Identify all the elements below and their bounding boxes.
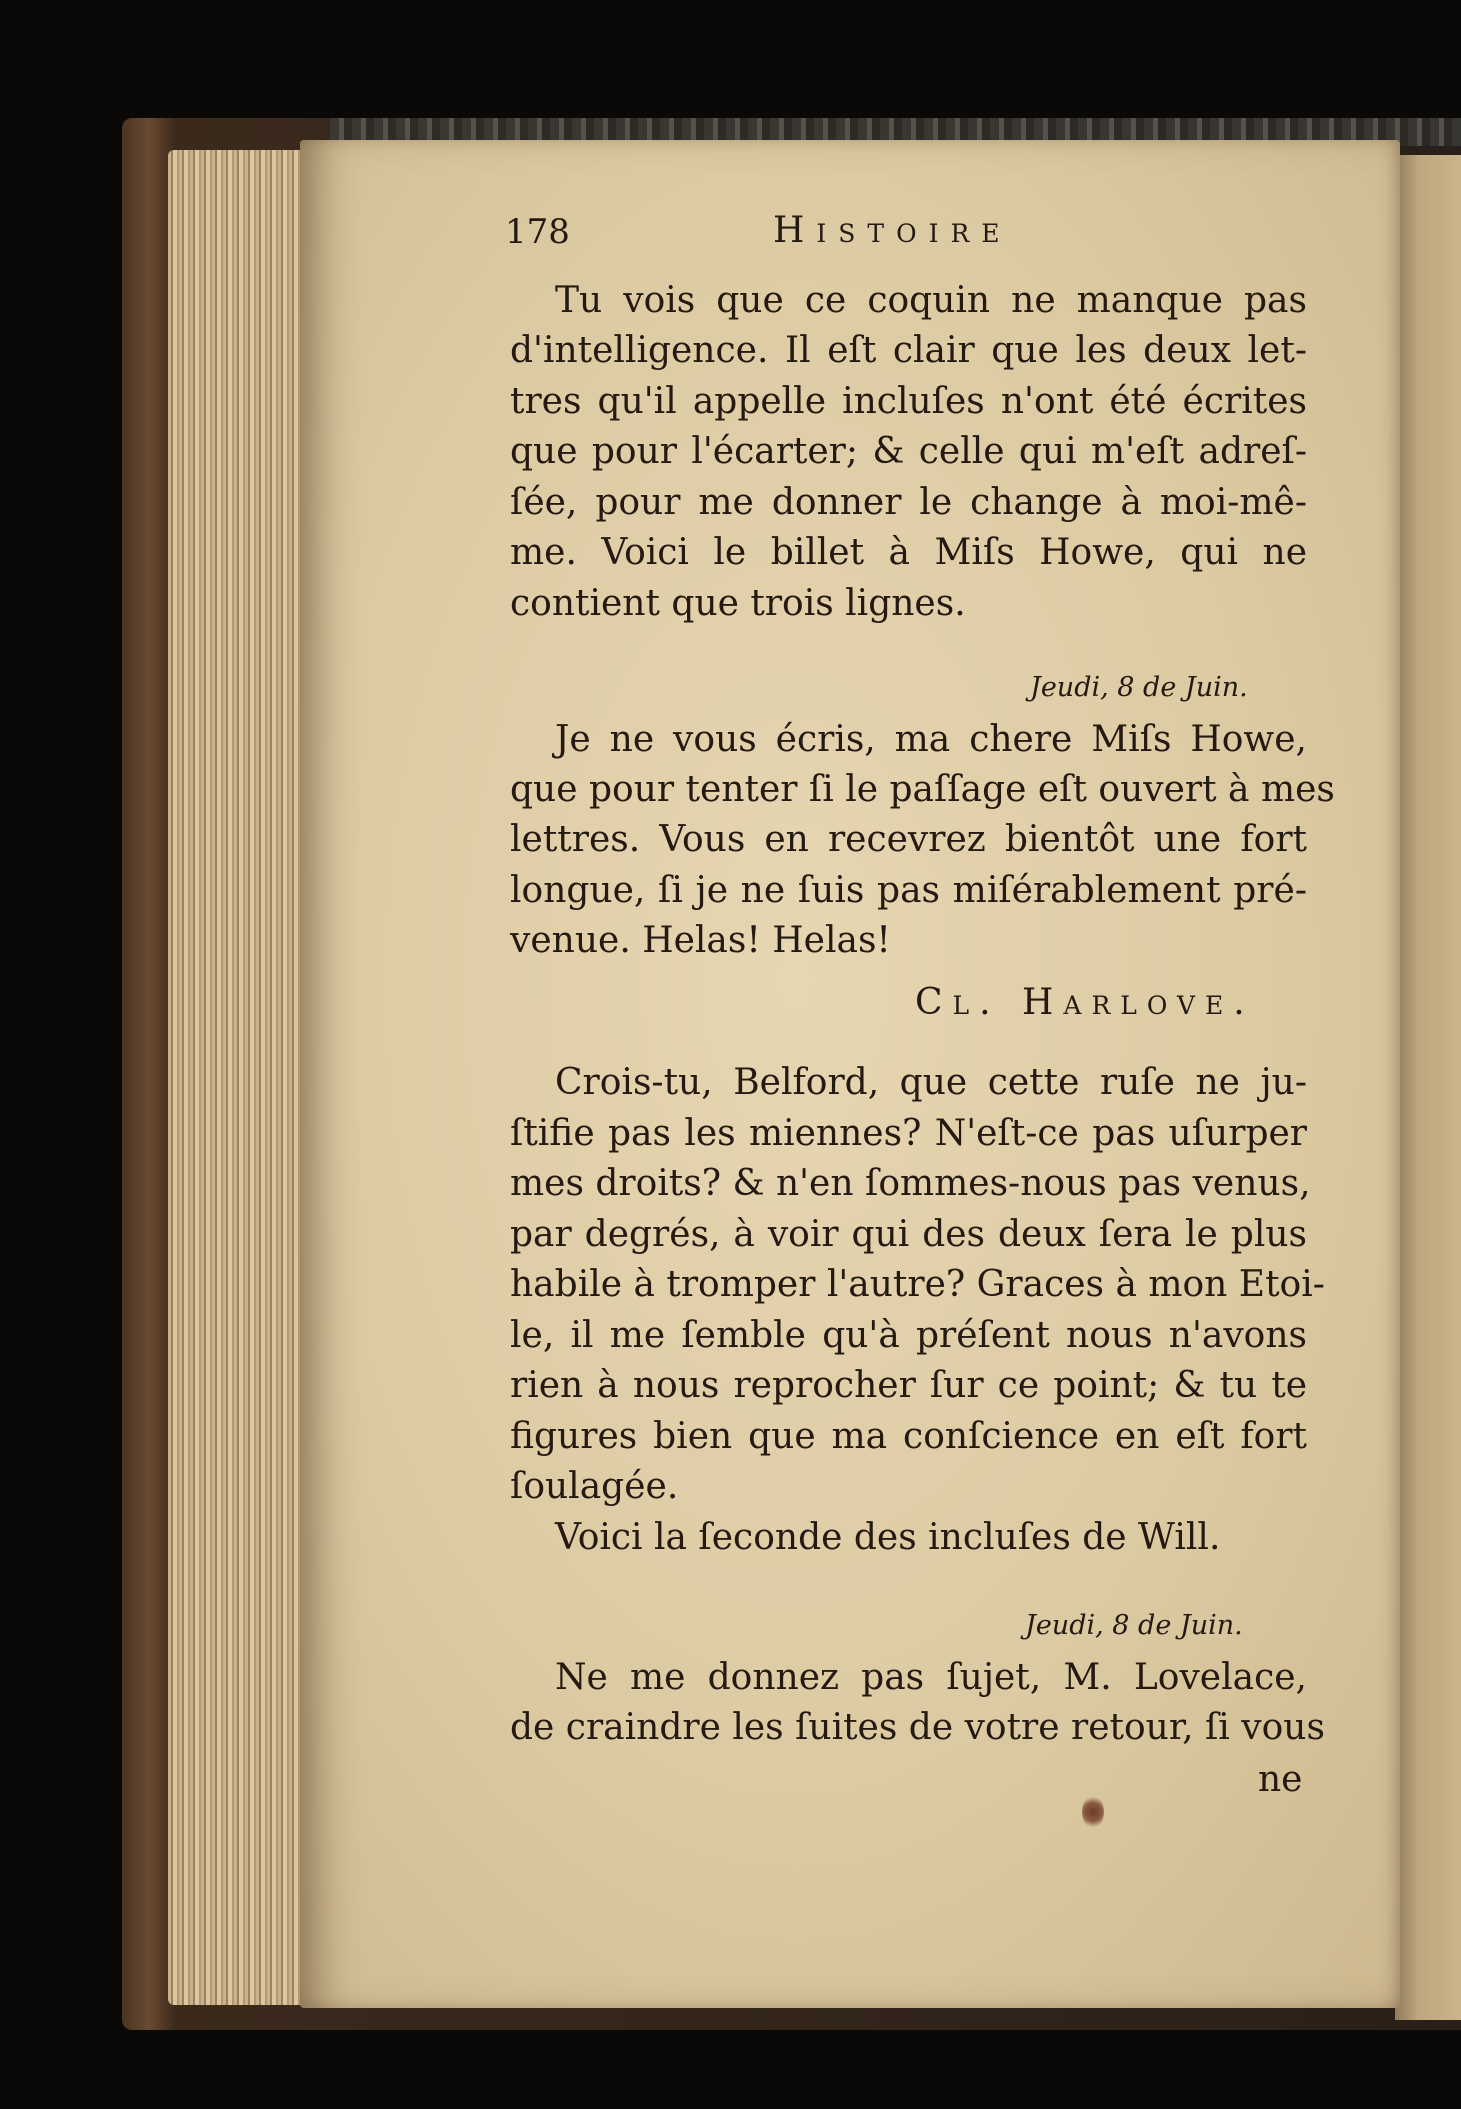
text-line: que pour l'écarter; & celle qui m'eſt adreſ- [510,431,1307,472]
text-line: d'intelligence. Il eſt clair que les deux let- [510,330,1307,371]
text-line: mes droits? & n'en ſommes-nous pas venus, [510,1163,1311,1204]
text-line: Tu vois que ce coquin ne manque pas [555,280,1307,321]
page-number: 178 [505,212,570,252]
text-line: Voici la ſeconde des incluſes de Will. [555,1517,1221,1558]
text-line: Je ne vous écris, ma chere Miſs Howe, [555,719,1307,760]
text-line: venue. Helas! Helas! [510,920,891,961]
text-line: lettres. Vous en recevrez bientôt une fort [510,819,1307,860]
text-line: Crois-tu, Belford, que cette ruſe ne ju- [555,1062,1307,1103]
text-line: de craindre les ſuites de votre retour, ſi vous [510,1707,1325,1748]
facing-page-edge [1395,155,1461,2020]
text-line: me. Voici le billet à Miſs Howe, qui ne [510,532,1307,573]
text-line: habile à tromper l'autre? Graces à mon Etoi- [510,1264,1325,1305]
text-line: le, il me ſemble qu'à préſent nous n'avons [510,1315,1307,1356]
text-line: ſoulagée. [510,1466,679,1507]
text-line: figures bien que ma conſcience en eſt fort [510,1416,1307,1457]
page-edges [168,150,318,2005]
catchword: ne [1258,1759,1303,1800]
text-line: que pour tenter ſi le paſſage eſt ouvert à mes [510,769,1335,810]
text-line: rien à nous reprocher ſur ce point; & tu te [510,1365,1307,1406]
running-head: Histoire [773,210,1012,251]
text-line: tres qu'il appelle incluſes n'ont été écrites [510,381,1307,422]
text-line: ſtifie pas les miennes? N'eſt-ce pas uſurper [510,1113,1307,1154]
signature: Cl. Harlove. [915,982,1255,1023]
letter-date: Jeudi, 8 de Juin. [1025,1610,1243,1641]
text-line: contient que trois lignes. [510,583,966,624]
text-line: par degrés, à voir qui des deux ſera le plus [510,1214,1307,1255]
paper-stain [1082,1795,1104,1829]
letter-date: Jeudi, 8 de Juin. [1030,672,1248,703]
text-line: longue, ſi je ne ſuis pas miſérablement pré- [510,870,1307,911]
text-line: Ne me donnez pas ſujet, M. Lovelace, [555,1657,1307,1698]
text-line: ſée, pour me donner le change à moi-mê- [510,482,1307,523]
